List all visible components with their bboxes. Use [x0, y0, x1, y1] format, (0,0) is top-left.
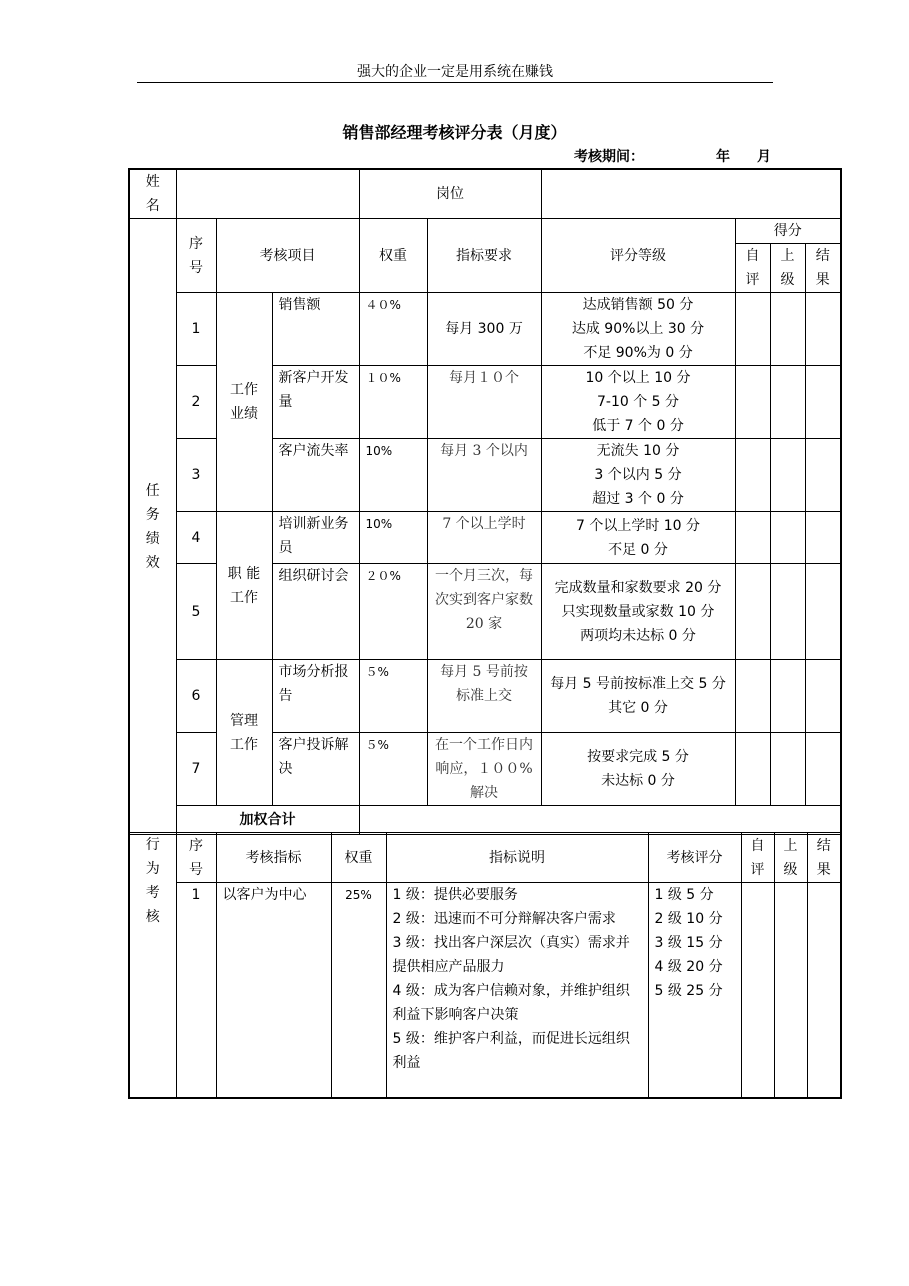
group-work-performance: 工作业绩 [216, 293, 272, 512]
row4-requirement: 7 个以上学时 [427, 512, 541, 564]
name-value[interactable] [176, 169, 359, 219]
row6-weight: ５% [359, 660, 427, 733]
bh-header-indicator: 考核指标 [216, 833, 331, 883]
header-superior: 上级 [770, 244, 805, 293]
header-grade: 评分等级 [541, 219, 735, 293]
row2-item: 新客户开发量 [272, 366, 359, 439]
row3-result[interactable] [805, 439, 841, 512]
task-performance-table [128, 168, 842, 835]
row5-self[interactable] [735, 564, 770, 660]
row4-self[interactable] [735, 512, 770, 564]
bh-row1-score: 1 级 5 分 2 级 10 分 3 级 15 分 4 级 20 分 5 级 25 分 [648, 883, 741, 1098]
period-label: 考核期间： [574, 149, 644, 165]
row1-self[interactable] [735, 293, 770, 366]
row1-seq: 1 [176, 293, 216, 366]
row2-result[interactable] [805, 366, 841, 439]
form-title: 销售部经理考核评分表（月度） [342, 123, 567, 142]
header-self: 自评 [735, 244, 770, 293]
row5-requirement: 一个月三次，每次实到客户家数 20 家 [427, 564, 541, 660]
row1-result[interactable] [805, 293, 841, 366]
row2-self[interactable] [735, 366, 770, 439]
bh-row1-result[interactable] [807, 883, 841, 1098]
bh-row1-superior[interactable] [774, 883, 807, 1098]
row1-item: 销售额 [272, 293, 359, 366]
row6-item: 市场分析报告 [272, 660, 359, 733]
bh-row1-desc: 1 级：提供必要服务 2 级：迅速而不可分辩解决客户需求 3 级：找出客户深层次（真实）需求并提供相应产品服力 4 级：成为客户信赖对象，并维护组织利益下影响客户决策 5 级：维护客户利益，而促进长远组织利益 [386, 883, 648, 1098]
row4-result[interactable] [805, 512, 841, 564]
row6-requirement: 每月 5 号前按标准上交 [427, 660, 541, 733]
row6-superior[interactable] [770, 660, 805, 733]
page-header: 强大的企业一定是用系统在赚钱 [137, 62, 773, 83]
row5-seq: 5 [176, 564, 216, 660]
bh-header-weight: 权重 [331, 833, 386, 883]
row7-result[interactable] [805, 733, 841, 806]
bh-header-superior: 上级 [774, 833, 807, 883]
row2-requirement: 每月１０个 [427, 366, 541, 439]
bh-header-result: 结果 [807, 833, 841, 883]
period-month: 月 [757, 149, 771, 165]
group-management-work: 管理工作 [216, 660, 272, 806]
row7-superior[interactable] [770, 733, 805, 806]
row7-grade: 按要求完成 5 分 未达标 0 分 [541, 733, 735, 806]
header-weight: 权重 [359, 219, 427, 293]
row3-seq: 3 [176, 439, 216, 512]
row1-requirement: 每月 300 万 [427, 293, 541, 366]
task-section-label: 任务绩效 [129, 219, 176, 835]
row3-self[interactable] [735, 439, 770, 512]
bh-header-score: 考核评分 [648, 833, 741, 883]
weighted-total-label: 加权合计 [176, 806, 359, 835]
row1-weight: ４０% [359, 293, 427, 366]
row2-grade: 10 个以上 10 分 7-10 个 5 分 低于 7 个 0 分 [541, 366, 735, 439]
row4-seq: 4 [176, 512, 216, 564]
behavior-table [128, 832, 842, 1099]
row2-superior[interactable] [770, 366, 805, 439]
row2-seq: 2 [176, 366, 216, 439]
row3-item: 客户流失率 [272, 439, 359, 512]
row4-grade: 7 个以上学时 10 分 不足 0 分 [541, 512, 735, 564]
row6-result[interactable] [805, 660, 841, 733]
row6-self[interactable] [735, 660, 770, 733]
name-label: 姓名 [129, 169, 176, 219]
group-functional-work: 职 能工作 [216, 512, 272, 660]
bh-row1-weight: 25% [331, 883, 386, 1098]
row4-weight: 10% [359, 512, 427, 564]
row4-item: 培训新业务员 [272, 512, 359, 564]
behavior-section-label: 行为考核 [129, 833, 176, 1098]
row7-requirement: 在一个工作日内响应，１００%解决 [427, 733, 541, 806]
row6-grade: 每月 5 号前按标准上交 5 分 其它 0 分 [541, 660, 735, 733]
bh-header-seq: 序号 [176, 833, 216, 883]
period-year: 年 [716, 149, 730, 165]
row1-grade: 达成销售额 50 分 达成 90%以上 30 分 不足 90%为 0 分 [541, 293, 735, 366]
row5-weight: ２０% [359, 564, 427, 660]
bh-row1-seq: 1 [176, 883, 216, 1098]
row2-weight: １０% [359, 366, 427, 439]
header-result: 结果 [805, 244, 841, 293]
header-seq: 序号 [176, 219, 216, 293]
row7-item: 客户投诉解决 [272, 733, 359, 806]
position-value[interactable] [541, 169, 841, 219]
row7-seq: 7 [176, 733, 216, 806]
row1-superior[interactable] [770, 293, 805, 366]
position-label: 岗位 [359, 169, 541, 219]
row6-seq: 6 [176, 660, 216, 733]
bh-row1-indicator: 以客户为中心 [216, 883, 331, 1098]
row3-weight: 10% [359, 439, 427, 512]
row3-grade: 无流失 10 分 3 个以内 5 分 超过 3 个 0 分 [541, 439, 735, 512]
header-score: 得分 [735, 219, 841, 244]
header-item: 考核项目 [216, 219, 359, 293]
row5-result[interactable] [805, 564, 841, 660]
row4-superior[interactable] [770, 512, 805, 564]
bh-header-self: 自评 [741, 833, 774, 883]
bh-row1-self[interactable] [741, 883, 774, 1098]
row7-weight: ５% [359, 733, 427, 806]
row5-superior[interactable] [770, 564, 805, 660]
row5-grade: 完成数量和家数要求 20 分 只实现数量或家数 10 分 两项均未达标 0 分 [541, 564, 735, 660]
row7-self[interactable] [735, 733, 770, 806]
weighted-total-value[interactable] [359, 806, 841, 835]
bh-header-desc: 指标说明 [386, 833, 648, 883]
row3-requirement: 每月 3 个以内 [427, 439, 541, 512]
row3-superior[interactable] [770, 439, 805, 512]
row5-item: 组织研讨会 [272, 564, 359, 660]
header-requirement: 指标要求 [427, 219, 541, 293]
